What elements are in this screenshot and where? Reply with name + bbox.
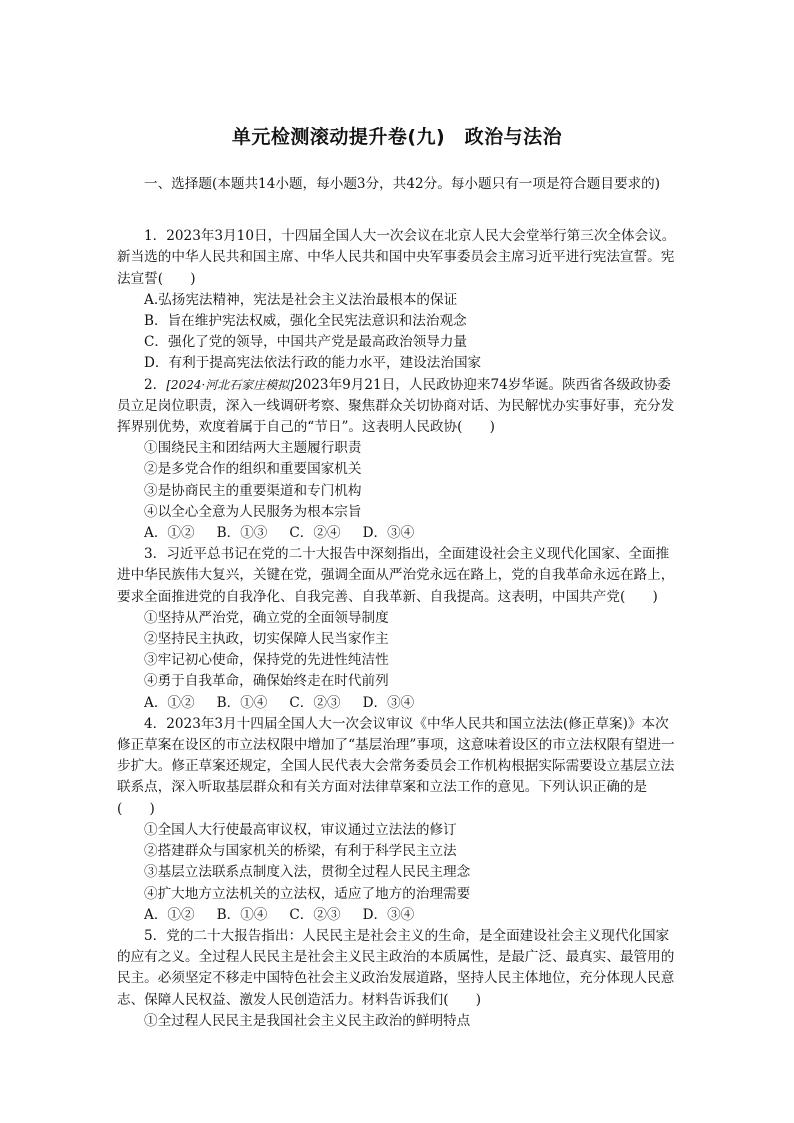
question-1-option-a: A.弘扬宪法精神，宪法是社会主义法治最根本的保证 — [144, 291, 458, 308]
question-2-number: 2． — [144, 376, 167, 393]
question-2-choices — [117, 523, 679, 544]
question-2-choice-d: D．③④ — [362, 525, 415, 542]
question-3-statement-2: ②坚持民主执政，切实保障人民当家作主 — [144, 631, 389, 648]
question-3-choice-d: D．③④ — [362, 694, 415, 711]
question-3-choice-c: C．②③ — [289, 694, 341, 711]
question-3-choice-b: B．①④ — [216, 694, 268, 711]
question-2-choice-a: A．①② — [144, 525, 195, 542]
question-4-choices — [117, 905, 679, 926]
question-4-statement-2: ②搭建群众与国家机关的桥梁，有利于科学民主立法 — [144, 843, 457, 860]
question-3-stem: 3．习近平总书记在党的二十大报告中深刻指出，全面建设社会主义现代化国家、全面推进中华民族伟大复兴，关键在党，强调全面从严治党永远在路上，党的自我革命永远在路上，要求全面推进党的自我净化、自我完善、自我革新、自我提高。这表明，中国共产党( ) — [117, 546, 675, 605]
question-5-statement-1: ①全过程人民民主是我国社会主义民主政治的鲜明特点 — [144, 1012, 471, 1029]
question-4-statement-1: ①全国人大行使最高审议权，审议通过立法法的修订 — [144, 821, 457, 838]
question-4-stem: 4．2023年3月十四届全国人大一次会议审议《中华人民共和国立法法(修正草案)》本次修正草案在设区的市立法权限中增加了“基层治理”事项，这意味着设区的市立法权限有望进一步扩大。修正草案还规定，全国人民代表大会常务委员会工作机构根据实际需要设立基层立法联系点，深入听取基层群众和有关方面对法律草案和立法工作的意见。下列认识正确的是( ) — [117, 715, 675, 817]
question-3-statement-3: ③牢记初心使命，保持党的先进性纯洁性 — [144, 652, 389, 669]
question-3-statement-1: ①坚持从严治党，确立党的全面领导制度 — [144, 609, 389, 626]
question-2-statement-2: ②是多党合作的组织和重要国家机关 — [144, 461, 362, 478]
question-1-option-d: D．有利于提高宪法依法行政的能力水平，建设法治国家 — [144, 355, 482, 372]
question-3-choices — [117, 693, 679, 714]
question-4-choice-c: C．②③ — [289, 906, 341, 923]
question-4-statement-3: ③基层立法联系点制度入法，贯彻全过程人民民主理念 — [144, 864, 471, 881]
section-heading: 一、选择题(本题共14小题，每小题3分，共42分。每小题只有一项是符合题目要求的) — [144, 176, 661, 192]
question-4-choice-b: B．①④ — [216, 906, 268, 923]
question-4-statement-4: ④扩大地方立法机关的立法权，适应了地方的治理需要 — [144, 885, 471, 902]
question-1-option-b: B．旨在维护宪法权威，强化全民宪法意识和法治观念 — [144, 313, 467, 330]
question-2-choice-c: C．②④ — [289, 525, 341, 542]
question-1-stem: 1．2023年3月10日，十四届全国人大一次会议在北京人民大会堂举行第三次全体会议。新当选的中华人民共和国主席、中华人民共和国中央军事委员会主席习近平进行宪法宣誓。宪法宣誓( ) — [117, 228, 676, 287]
question-3-statement-4: ④勇于自我革命，确保始终走在时代前列 — [144, 673, 389, 690]
page-title: 单元检测滚动提升卷(九) 政治与法治 — [231, 126, 563, 148]
question-2-stem — [117, 375, 679, 439]
question-1-option-c: C．强化了党的领导，中国共产党是最高政治领导力量 — [144, 334, 468, 351]
question-4-choice-a: A．①② — [144, 906, 195, 923]
question-2-statement-4: ④以全心全意为人民服务为根本宗旨 — [144, 503, 362, 520]
question-4-choice-d: D．③④ — [362, 906, 415, 923]
document-body — [117, 174, 679, 1032]
question-5-stem: 5．党的二十大报告指出：人民民主是社会主义的生命，是全面建设社会主义现代化国家的应有之义。全过程人民民主是社会主义民主政治的本质属性，是最广泛、最真实、最管用的民主。必须坚定不移走中国特色社会主义政治发展道路，坚持人民主体地位，充分体现人民意志、保障人民权益、激发人民创造活力。材料告诉我们( ) — [117, 927, 675, 1008]
question-2-statement-3: ③是协商民主的重要渠道和专门机构 — [144, 482, 362, 499]
question-2-choice-b: B．①③ — [216, 525, 268, 542]
question-2-stem-text: 2023年9月21日，人民政协迎来74岁华诞。陕西省各级政协委员立足岗位职责，深入一线调研考察、聚焦群众关切协商对话、为民解忧办实事好事，充分发挥界别优势，欢度着属于自己的“节日”。这表明人民政协( ) — [117, 376, 675, 436]
question-2-statement-1: ①围绕民主和团结两大主题履行职责 — [144, 440, 362, 457]
question-2-source: [2024·河北石家庄模拟] — [166, 377, 294, 392]
question-3-choice-a: A．①② — [144, 694, 195, 711]
